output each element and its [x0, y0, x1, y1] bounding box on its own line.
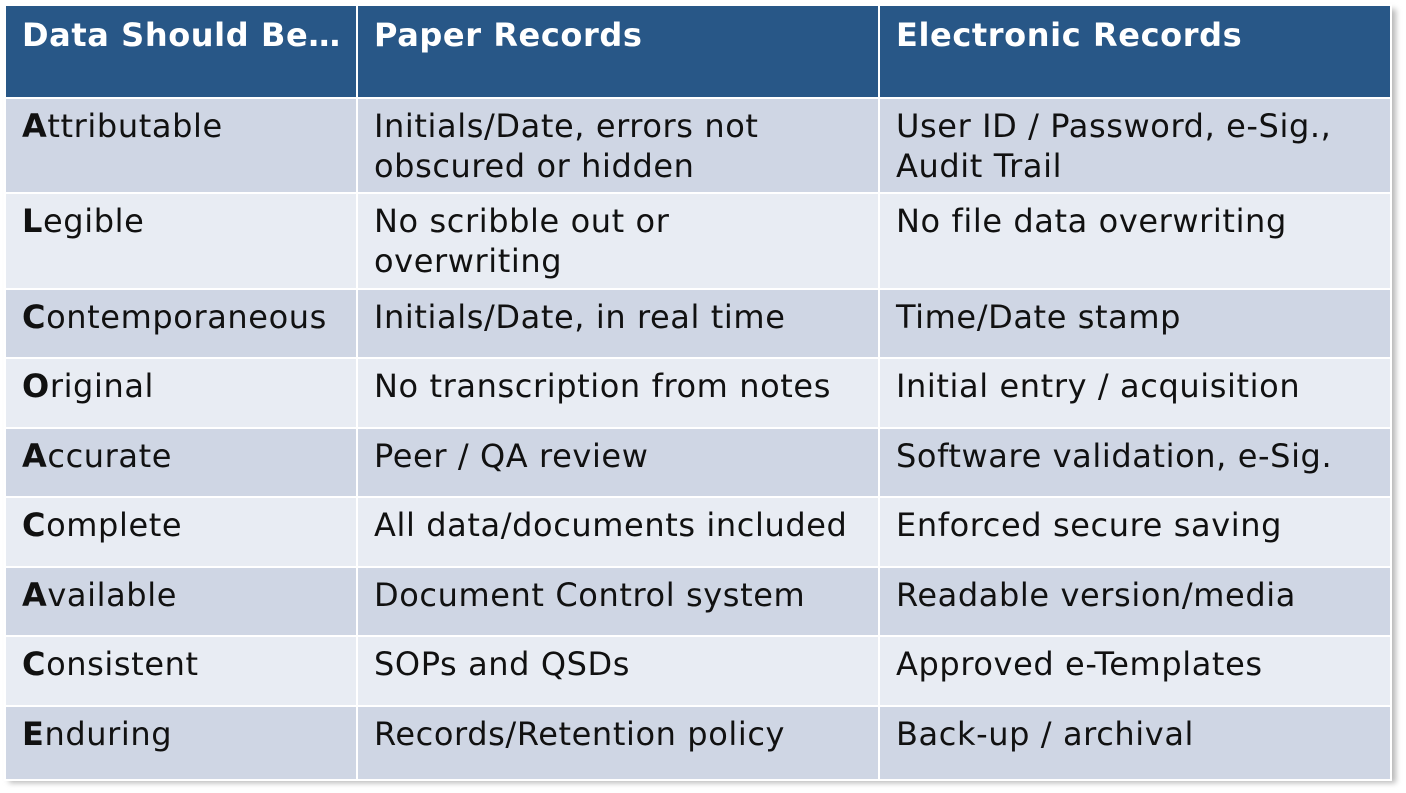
- electronic-cell: User ID / Password, e-Sig., Audit Trail: [879, 98, 1391, 193]
- principle-initial: A: [22, 107, 48, 145]
- principle-cell: [5, 428, 357, 497]
- principle-cell: [5, 636, 357, 706]
- principle-rest: omplete: [46, 506, 183, 544]
- principle-initial: A: [22, 437, 48, 475]
- paper-cell: Document Control system: [357, 567, 879, 636]
- principle-initial: C: [22, 506, 47, 544]
- paper-cell: Records/Retention policy: [357, 706, 879, 780]
- electronic-cell: Approved e-Templates: [879, 636, 1391, 706]
- principle-initial: E: [22, 715, 45, 753]
- principle-initial: L: [22, 202, 43, 240]
- table-row: [5, 98, 1391, 193]
- electronic-cell: Enforced secure saving: [879, 497, 1391, 567]
- paper-cell: No transcription from notes: [357, 358, 879, 428]
- electronic-cell: Readable version/media: [879, 567, 1391, 636]
- principle-initial: A: [22, 576, 48, 614]
- header-row: [5, 5, 1391, 98]
- principle-rest: riginal: [49, 367, 155, 405]
- electronic-cell: Software validation, e-Sig.: [879, 428, 1391, 497]
- paper-cell: No scribble out or overwriting: [357, 193, 879, 289]
- principle-rest: nduring: [44, 715, 173, 753]
- principle-cell: [5, 567, 357, 636]
- principle-rest: onsistent: [46, 645, 199, 683]
- table-row: [5, 497, 1391, 567]
- table-row: [5, 193, 1391, 289]
- paper-cell: Peer / QA review: [357, 428, 879, 497]
- table-row: [5, 289, 1391, 358]
- electronic-cell: Back-up / archival: [879, 706, 1391, 780]
- table-row: [5, 358, 1391, 428]
- principle-cell: [5, 497, 357, 567]
- principle-cell: [5, 98, 357, 193]
- paper-cell: Initials/Date, in real time: [357, 289, 879, 358]
- principle-cell: [5, 358, 357, 428]
- paper-cell: All data/documents included: [357, 497, 879, 567]
- principle-rest: ontemporaneous: [46, 298, 327, 336]
- principle-initial: C: [22, 298, 47, 336]
- principle-rest: ccurate: [47, 437, 173, 475]
- principle-rest: ttributable: [47, 107, 223, 145]
- principle-cell: [5, 706, 357, 780]
- alcoa-table: [4, 4, 1392, 781]
- header-paper-records: Paper Records: [357, 5, 879, 98]
- principle-cell: [5, 193, 357, 289]
- table-row: [5, 567, 1391, 636]
- paper-cell: Initials/Date, errors not obscured or hidden: [357, 98, 879, 193]
- electronic-cell: Initial entry / acquisition: [879, 358, 1391, 428]
- electronic-cell: No file data overwriting: [879, 193, 1391, 289]
- table-row: [5, 706, 1391, 780]
- header-electronic-records: Electronic Records: [879, 5, 1391, 98]
- table-row: [5, 428, 1391, 497]
- header-data-should-be: Data Should Be…: [5, 5, 357, 98]
- principle-initial: O: [22, 367, 50, 405]
- electronic-cell: Time/Date stamp: [879, 289, 1391, 358]
- principle-initial: C: [22, 645, 47, 683]
- principle-rest: vailable: [47, 576, 178, 614]
- principle-rest: egible: [43, 202, 145, 240]
- principle-cell: [5, 289, 357, 358]
- paper-cell: SOPs and QSDs: [357, 636, 879, 706]
- table-row: [5, 636, 1391, 706]
